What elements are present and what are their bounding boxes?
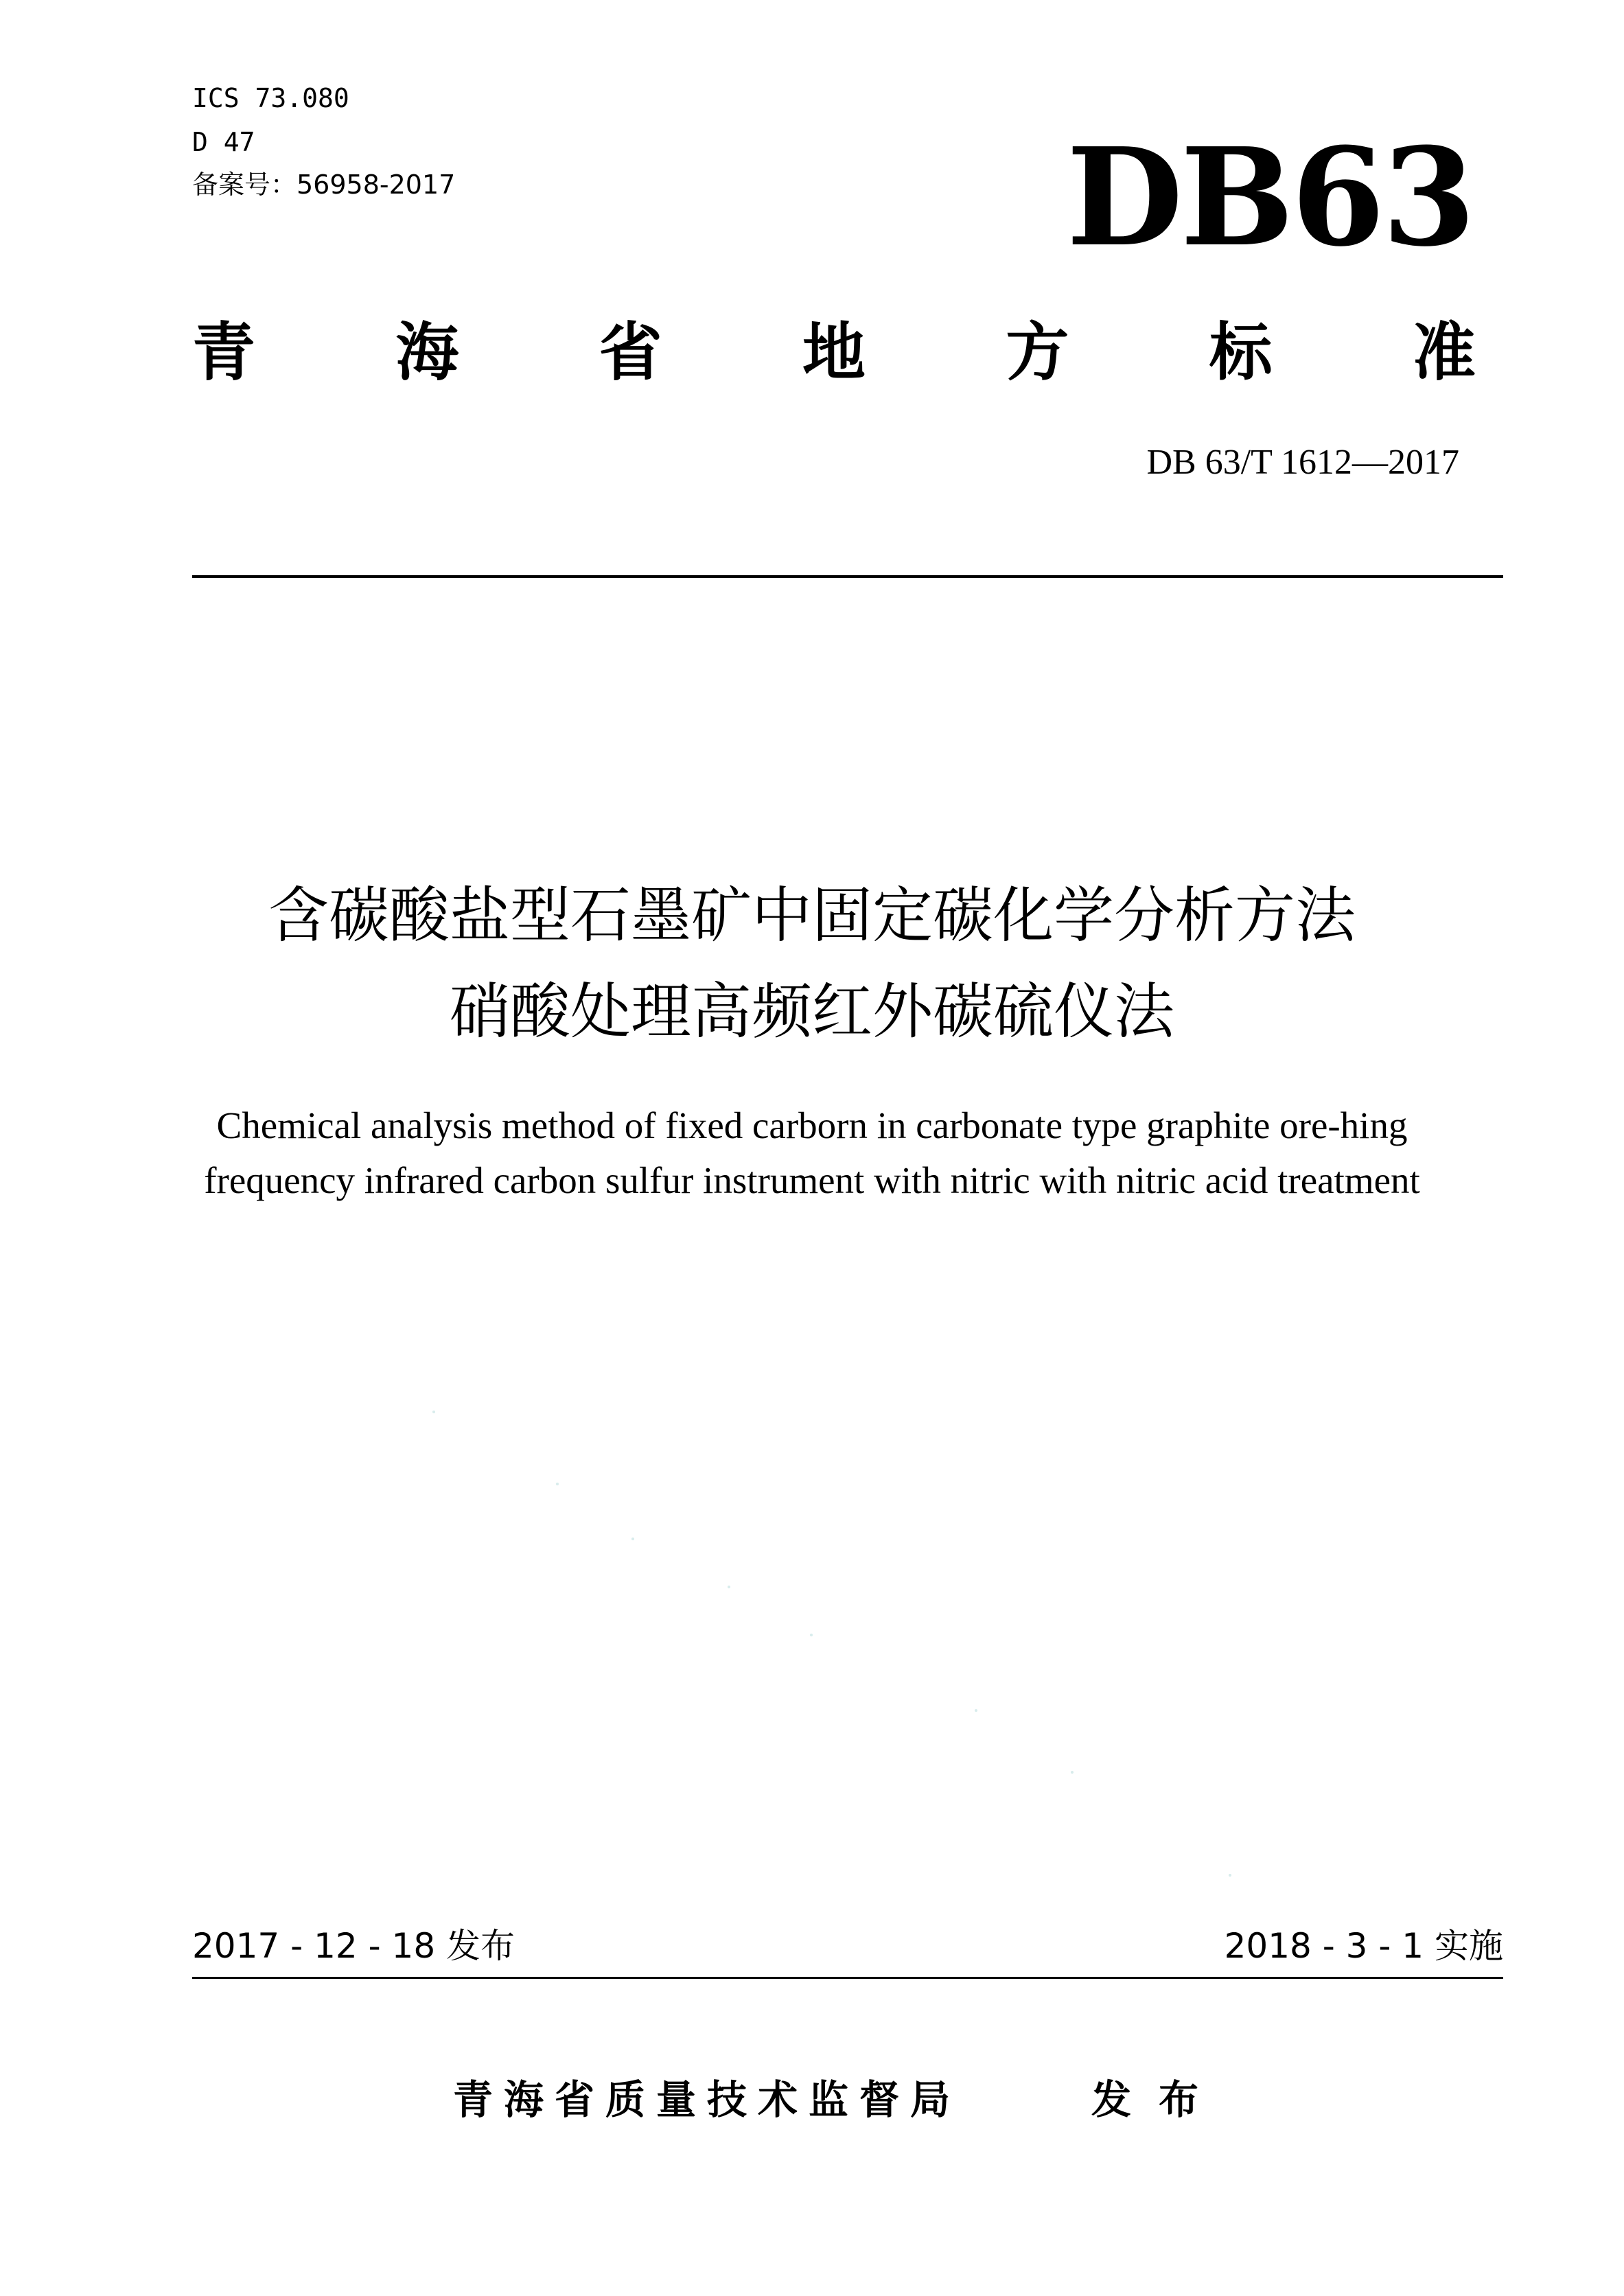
standard-type-char: 青	[192, 316, 256, 389]
implementation-date: 2018 - 3 - 1 实施	[1224, 1926, 1503, 1966]
scan-speck	[432, 1411, 435, 1413]
standard-type-char: 海	[395, 316, 459, 389]
db63-logo: DB63	[1066, 119, 1473, 277]
scan-speck	[631, 1538, 634, 1540]
scan-speck	[556, 1483, 559, 1485]
title-cn-line-2: 硝酸处理高频红外碳硫仪法	[449, 976, 1174, 1047]
record-number: 备案号：56958-2017	[192, 170, 456, 200]
scan-speck	[975, 1709, 977, 1712]
issuer-name: 青海省质量技术监督局	[453, 2076, 962, 2123]
issue-date: 2017 - 12 - 18 发布	[192, 1926, 515, 1966]
issuer-action: 发布	[1091, 2076, 1227, 2123]
standard-type-char: 准	[1412, 316, 1476, 389]
title-en-line-2: frequency infrared carbon sulfur instrument with nitric with nitric acid treatment	[204, 1159, 1420, 1201]
standard-type-char: 方	[1006, 316, 1069, 389]
scan-speck	[1229, 1874, 1231, 1877]
ics-code: ICS 73.080	[192, 83, 349, 113]
standard-number: DB 63/T 1612—2017	[1146, 443, 1459, 482]
standard-type-char: 地	[802, 316, 866, 389]
scan-speck	[1071, 1771, 1074, 1774]
footer-divider	[192, 1977, 1503, 1979]
standard-type-char: 省	[599, 316, 662, 389]
standard-type-heading	[192, 316, 1476, 389]
scan-speck	[810, 1634, 813, 1636]
scan-speck	[728, 1586, 730, 1588]
ccs-code: D 47	[192, 127, 255, 157]
title-en-line-1: Chemical analysis method of fixed carborn in carbonate type graphite ore-hing	[216, 1104, 1408, 1146]
standard-type-char: 标	[1209, 316, 1273, 389]
title-cn-line-1: 含碳酸盐型石墨矿中固定碳化学分析方法	[268, 880, 1356, 951]
header-divider	[192, 575, 1503, 578]
